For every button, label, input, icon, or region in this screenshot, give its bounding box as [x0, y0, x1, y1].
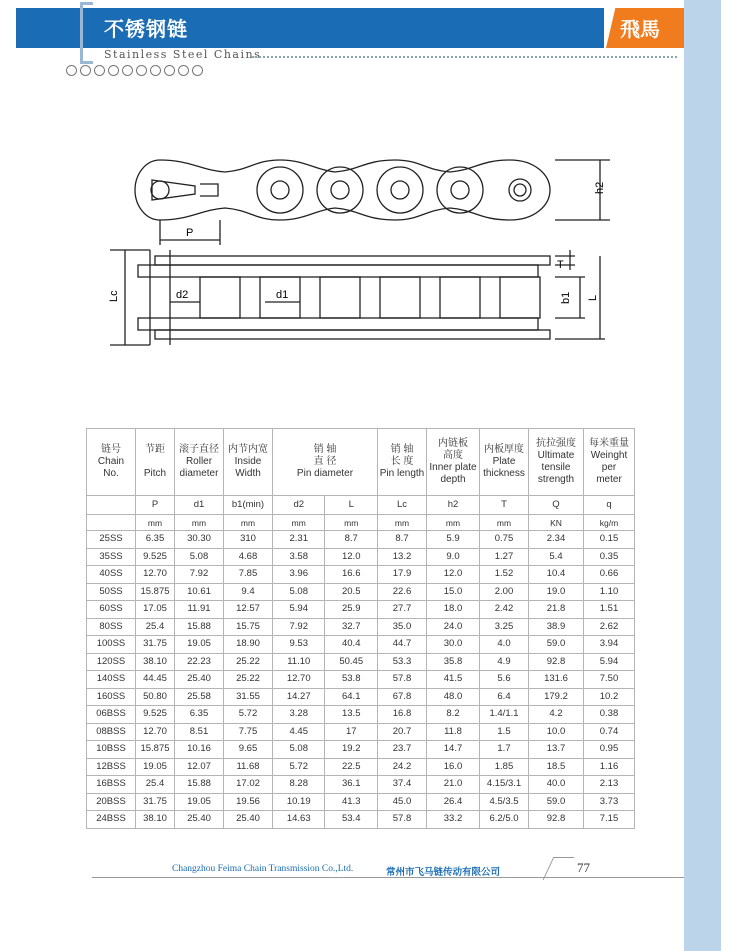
table-row [87, 566, 635, 584]
table-cell: 25.40 [175, 811, 224, 829]
table-cell: 310 [224, 531, 273, 549]
table-cell: 7.50 [584, 671, 635, 689]
table-cell: 31.75 [136, 636, 175, 654]
table-cell: 8.7 [325, 531, 378, 549]
table-cell: 1.10 [584, 583, 635, 601]
table-cell: 35.8 [427, 653, 480, 671]
table-cell: 5.08 [175, 548, 224, 566]
table-cell: 15.88 [175, 618, 224, 636]
label-b1: b1 [560, 291, 572, 304]
table-cell: 2.00 [480, 583, 529, 601]
col-chain-no: 链号 Chain No. [87, 429, 136, 496]
table-cell: 48.0 [427, 688, 480, 706]
symbol-blank [87, 496, 136, 515]
table-row [87, 706, 635, 724]
table-cell: 25SS [87, 531, 136, 549]
table-cell: 140SS [87, 671, 136, 689]
table-cell: 18.90 [224, 636, 273, 654]
table-cell: 0.38 [584, 706, 635, 724]
symbol-cell: Q [529, 496, 584, 515]
symbol-cell: h2 [427, 496, 480, 515]
table-cell: 2.42 [480, 601, 529, 619]
table-cell: 8.51 [175, 723, 224, 741]
table-cell: 25.4 [136, 618, 175, 636]
table-row [87, 811, 635, 829]
table-cell: 3.28 [273, 706, 325, 724]
table-cell: 92.8 [529, 653, 584, 671]
unit-cell: mm [480, 515, 529, 531]
table-cell: 11.91 [175, 601, 224, 619]
table-cell: 19.0 [529, 583, 584, 601]
table-cell: 14.7 [427, 741, 480, 759]
table-cell: 17.05 [136, 601, 175, 619]
table-cell: 6.35 [136, 531, 175, 549]
table-cell: 20BSS [87, 793, 136, 811]
table-cell: 80SS [87, 618, 136, 636]
table-cell: 57.8 [378, 811, 427, 829]
table-cell: 60SS [87, 601, 136, 619]
table-cell: 13.2 [378, 548, 427, 566]
table-cell: 10.16 [175, 741, 224, 759]
table-cell: 2.34 [529, 531, 584, 549]
table-cell: 35.0 [378, 618, 427, 636]
table-cell: 17 [325, 723, 378, 741]
table-row [87, 688, 635, 706]
symbol-cell: b1(min) [224, 496, 273, 515]
table-cell: 4.2 [529, 706, 584, 724]
table-cell: 23.7 [378, 741, 427, 759]
table-cell: 12.57 [224, 601, 273, 619]
table-row [87, 618, 635, 636]
table-cell: 25.40 [175, 671, 224, 689]
table-cell: 59.0 [529, 793, 584, 811]
table-cell: 44.45 [136, 671, 175, 689]
table-cell: 6.2/5.0 [480, 811, 529, 829]
table-cell: 5.4 [529, 548, 584, 566]
table-cell: 40.4 [325, 636, 378, 654]
table-cell: 19.05 [175, 636, 224, 654]
table-cell: 1.52 [480, 566, 529, 584]
table-cell: 08BSS [87, 723, 136, 741]
table-cell: 19.05 [136, 758, 175, 776]
col-strength: 抗拉强度 Ultimate tensile strength [529, 429, 584, 496]
table-cell: 25.22 [224, 653, 273, 671]
label-l: L [587, 294, 599, 301]
table-row [87, 583, 635, 601]
page-title: 不锈钢链 [104, 17, 188, 41]
table-cell: 12.70 [273, 671, 325, 689]
col-pin-length: 销 轴 长 度 Pin length [378, 429, 427, 496]
table-cell: 27.7 [378, 601, 427, 619]
table-cell: 1.7 [480, 741, 529, 759]
spec-table [86, 428, 635, 829]
table-cell: 12BSS [87, 758, 136, 776]
table-cell: 9.0 [427, 548, 480, 566]
table-cell: 5.9 [427, 531, 480, 549]
table-row [87, 723, 635, 741]
decorative-circles [66, 65, 203, 76]
unit-cell: kg/m [584, 515, 635, 531]
table-cell: 36.1 [325, 776, 378, 794]
table-cell: 4.5/3.5 [480, 793, 529, 811]
label-d1: d1 [276, 289, 289, 301]
table-cell: 7.92 [273, 618, 325, 636]
table-cell: 25.40 [224, 811, 273, 829]
table-row [87, 776, 635, 794]
table-row [87, 548, 635, 566]
table-cell: 6.4 [480, 688, 529, 706]
table-cell: 59.0 [529, 636, 584, 654]
table-cell: 2.31 [273, 531, 325, 549]
table-cell: 14.27 [273, 688, 325, 706]
table-row [87, 741, 635, 759]
table-cell: 3.58 [273, 548, 325, 566]
table-cell: 15.0 [427, 583, 480, 601]
unit-blank [87, 515, 136, 531]
table-cell: 10.2 [584, 688, 635, 706]
col-pin-diameter: 销 轴 直 径 Pin diameter [273, 429, 378, 496]
table-cell: 30.30 [175, 531, 224, 549]
page-subtitle: Stainless Steel Chains [104, 48, 262, 61]
table-cell: 38.10 [136, 811, 175, 829]
table-cell: 7.85 [224, 566, 273, 584]
header-bracket [80, 2, 93, 64]
table-cell: 6.35 [175, 706, 224, 724]
table-cell: 19.05 [175, 793, 224, 811]
table-cell: 22.5 [325, 758, 378, 776]
table-cell: 10BSS [87, 741, 136, 759]
col-weight: 每米重量 Weinght per meter [584, 429, 635, 496]
table-cell: 1.4/1.1 [480, 706, 529, 724]
table-cell: 50.80 [136, 688, 175, 706]
table-row [87, 671, 635, 689]
page-number: 77 [577, 860, 590, 875]
table-cell: 15.875 [136, 583, 175, 601]
table-cell: 53.4 [325, 811, 378, 829]
table-cell: 53.8 [325, 671, 378, 689]
table-cell: 19.2 [325, 741, 378, 759]
table-cell: 92.8 [529, 811, 584, 829]
unit-cell: mm [224, 515, 273, 531]
symbol-cell: Lc [378, 496, 427, 515]
table-cell: 4.0 [480, 636, 529, 654]
unit-cell: mm [175, 515, 224, 531]
table-cell: 11.10 [273, 653, 325, 671]
table-cell: 4.45 [273, 723, 325, 741]
table-cell: 4.68 [224, 548, 273, 566]
table-cell: 5.08 [273, 741, 325, 759]
table-cell: 10.61 [175, 583, 224, 601]
table-cell: 100SS [87, 636, 136, 654]
table-cell: 31.75 [136, 793, 175, 811]
table-cell: 18.0 [427, 601, 480, 619]
table-cell: 4.9 [480, 653, 529, 671]
label-p: P [186, 227, 194, 239]
table-cell: 13.5 [325, 706, 378, 724]
table-cell: 10.4 [529, 566, 584, 584]
unit-cell: mm [136, 515, 175, 531]
table-cell: 64.1 [325, 688, 378, 706]
table-cell: 4.15/3.1 [480, 776, 529, 794]
table-cell: 8.2 [427, 706, 480, 724]
table-cell: 24BSS [87, 811, 136, 829]
table-cell: 22.23 [175, 653, 224, 671]
table-cell: 25.58 [175, 688, 224, 706]
table-cell: 33.2 [427, 811, 480, 829]
table-cell: 38.9 [529, 618, 584, 636]
footer-company-en: Changzhou Feima Chain Transmission Co.,Ltd. [172, 864, 354, 874]
table-cell: 21.8 [529, 601, 584, 619]
logo: 飛馬 [620, 17, 660, 41]
table-cell: 1.51 [584, 601, 635, 619]
table-cell: 19.56 [224, 793, 273, 811]
table-cell: 37.4 [378, 776, 427, 794]
table-cell: 0.95 [584, 741, 635, 759]
unit-cell: mm [378, 515, 427, 531]
table-cell: 9.4 [224, 583, 273, 601]
table-cell: 1.16 [584, 758, 635, 776]
table-cell: 40SS [87, 566, 136, 584]
label-t: T [557, 259, 564, 271]
table-cell: 17.02 [224, 776, 273, 794]
table-cell: 06BSS [87, 706, 136, 724]
table-cell: 5.08 [273, 583, 325, 601]
table-cell: 35SS [87, 548, 136, 566]
table-cell: 1.27 [480, 548, 529, 566]
table-cell: 179.2 [529, 688, 584, 706]
table-cell: 3.73 [584, 793, 635, 811]
table-cell: 38.10 [136, 653, 175, 671]
table-cell: 0.35 [584, 548, 635, 566]
table-row [87, 601, 635, 619]
table-cell: 12.70 [136, 723, 175, 741]
table-body [87, 531, 635, 829]
table-cell: 3.96 [273, 566, 325, 584]
table-cell: 18.5 [529, 758, 584, 776]
table-cell: 13.7 [529, 741, 584, 759]
table-cell: 15.88 [175, 776, 224, 794]
table-cell: 8.7 [378, 531, 427, 549]
table-row [87, 653, 635, 671]
table-cell: 9.65 [224, 741, 273, 759]
footer-rule [92, 877, 684, 878]
symbol-cell: T [480, 496, 529, 515]
table-cell: 10.0 [529, 723, 584, 741]
table-cell: 30.0 [427, 636, 480, 654]
dotted-rule [252, 56, 677, 58]
table-cell: 57.8 [378, 671, 427, 689]
table-cell: 24.2 [378, 758, 427, 776]
table-cell: 53.3 [378, 653, 427, 671]
table-cell: 11.68 [224, 758, 273, 776]
table-cell: 0.74 [584, 723, 635, 741]
side-strip [684, 0, 721, 951]
symbol-cell: L [325, 496, 378, 515]
label-d2: d2 [176, 289, 189, 301]
col-plate-thickness: 内板厚度 Plate thickness [480, 429, 529, 496]
table-cell: 15.875 [136, 741, 175, 759]
table-cell: 0.66 [584, 566, 635, 584]
table-row [87, 531, 635, 549]
table-cell: 5.6 [480, 671, 529, 689]
col-inside: 内节内宽 Inside Width [224, 429, 273, 496]
table-cell: 9.525 [136, 706, 175, 724]
table-row [87, 636, 635, 654]
table-cell: 7.75 [224, 723, 273, 741]
table-cell: 31.55 [224, 688, 273, 706]
table-cell: 50SS [87, 583, 136, 601]
symbol-cell: d1 [175, 496, 224, 515]
table-cell: 1.85 [480, 758, 529, 776]
table-cell: 45.0 [378, 793, 427, 811]
table-cell: 20.5 [325, 583, 378, 601]
table-cell: 3.94 [584, 636, 635, 654]
table-cell: 14.63 [273, 811, 325, 829]
table-cell: 2.13 [584, 776, 635, 794]
table-row [87, 758, 635, 776]
table-cell: 5.94 [584, 653, 635, 671]
table-cell: 2.62 [584, 618, 635, 636]
label-lc: Lc [108, 290, 120, 302]
table-cell: 12.70 [136, 566, 175, 584]
table-cell: 15.75 [224, 618, 273, 636]
unit-cell: mm [273, 515, 325, 531]
table-cell: 3.25 [480, 618, 529, 636]
table-cell: 20.7 [378, 723, 427, 741]
col-plate-depth: 内链板 高度 Inner plate depth [427, 429, 480, 496]
table-cell: 8.28 [273, 776, 325, 794]
table-cell: 12.0 [427, 566, 480, 584]
chain-drawing [0, 150, 640, 360]
symbol-cell: d2 [273, 496, 325, 515]
table-cell: 0.75 [480, 531, 529, 549]
label-h2: h2 [594, 181, 606, 194]
table-cell: 50.45 [325, 653, 378, 671]
table-cell: 12.07 [175, 758, 224, 776]
symbol-cell: q [584, 496, 635, 515]
table-cell: 1.5 [480, 723, 529, 741]
table-cell: 160SS [87, 688, 136, 706]
table-cell: 0.15 [584, 531, 635, 549]
table-cell: 25.4 [136, 776, 175, 794]
table-cell: 9.53 [273, 636, 325, 654]
table-cell: 16.0 [427, 758, 480, 776]
table-cell: 131.6 [529, 671, 584, 689]
symbol-cell: P [136, 496, 175, 515]
table-cell: 16BSS [87, 776, 136, 794]
table-cell: 120SS [87, 653, 136, 671]
unit-cell: mm [325, 515, 378, 531]
table-cell: 32.7 [325, 618, 378, 636]
table-cell: 12.0 [325, 548, 378, 566]
table-cell: 17.9 [378, 566, 427, 584]
table-cell: 26.4 [427, 793, 480, 811]
table-cell: 11.8 [427, 723, 480, 741]
table-cell: 16.8 [378, 706, 427, 724]
table-cell: 7.15 [584, 811, 635, 829]
table-cell: 44.7 [378, 636, 427, 654]
table-cell: 5.72 [273, 758, 325, 776]
col-pitch: 节距 Pitch [136, 429, 175, 496]
table-cell: 9.525 [136, 548, 175, 566]
table-cell: 25.22 [224, 671, 273, 689]
table-cell: 24.0 [427, 618, 480, 636]
table-cell: 22.6 [378, 583, 427, 601]
table-cell: 40.0 [529, 776, 584, 794]
table-cell: 41.5 [427, 671, 480, 689]
footer-company-cn: 常州市飞马链传动有限公司 [386, 867, 501, 878]
table-cell: 7.92 [175, 566, 224, 584]
table-cell: 25.9 [325, 601, 378, 619]
unit-cell: KN [529, 515, 584, 531]
table-cell: 16.6 [325, 566, 378, 584]
table-cell: 5.94 [273, 601, 325, 619]
table-cell: 5.72 [224, 706, 273, 724]
table-cell: 67.8 [378, 688, 427, 706]
col-roller: 滚子直径 Roller diameter [175, 429, 224, 496]
table-cell: 41.3 [325, 793, 378, 811]
unit-cell: mm [427, 515, 480, 531]
table-cell: 10.19 [273, 793, 325, 811]
table-cell: 21.0 [427, 776, 480, 794]
table-row [87, 793, 635, 811]
